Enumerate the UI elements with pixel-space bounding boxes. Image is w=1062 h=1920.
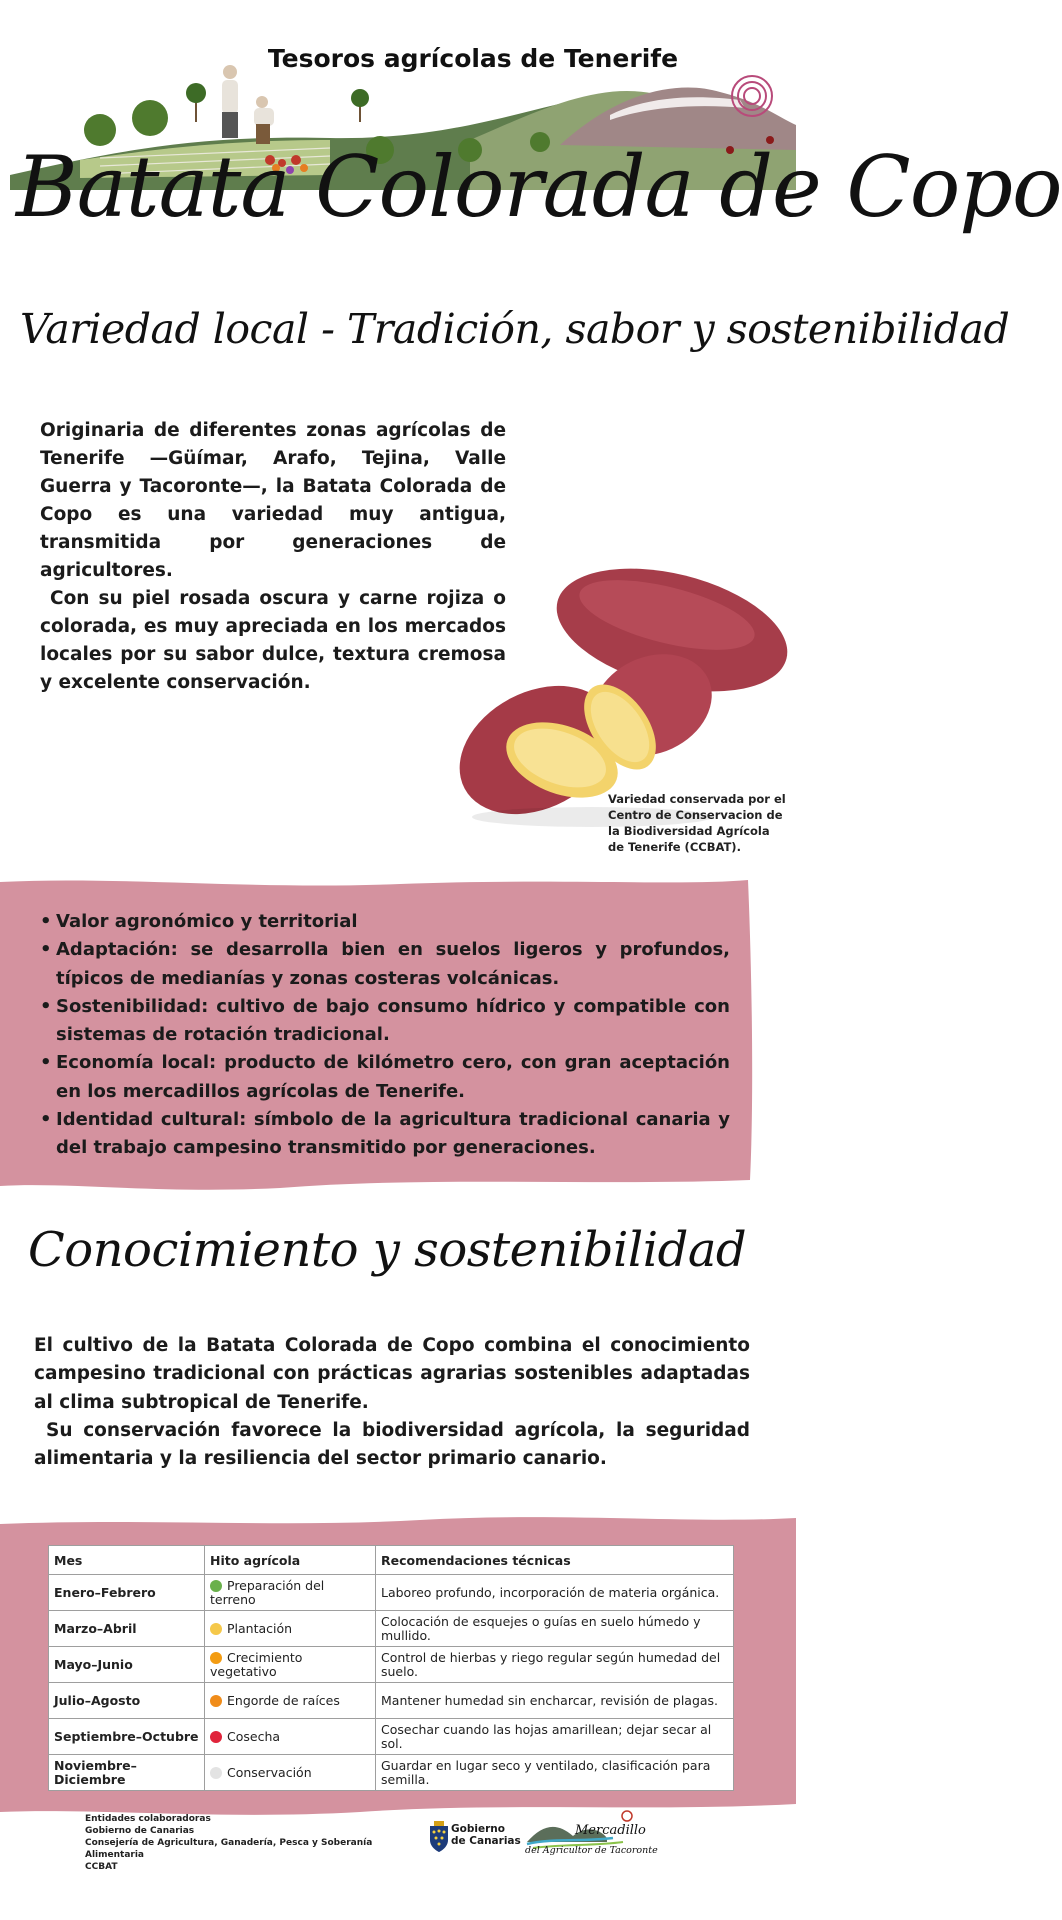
footer-entities bbox=[85, 1813, 405, 1873]
entity-gobierno: Gobierno de Canarias bbox=[85, 1826, 195, 1836]
conocimiento-text bbox=[34, 1332, 750, 1473]
cell-mes: Septiembre–Octubre bbox=[49, 1719, 205, 1755]
table-row bbox=[49, 1575, 734, 1611]
header-recomendaciones: Recomendaciones técnicas bbox=[376, 1546, 734, 1575]
table-row bbox=[49, 1719, 734, 1755]
subtitle: Variedad local - Tradición, sabor y sostenibilidad bbox=[20, 305, 1010, 353]
entity-ccbat: CCBAT bbox=[85, 1862, 118, 1872]
value-item: • Valor agronómico y territorial bbox=[40, 908, 730, 936]
mercadillo-logo-title: Mercadillo bbox=[575, 1823, 646, 1838]
status-dot-icon bbox=[210, 1623, 222, 1635]
cell-hito: Preparación del terreno bbox=[210, 1577, 325, 1607]
table-row bbox=[49, 1755, 734, 1791]
status-dot-icon bbox=[210, 1695, 222, 1707]
entities-title: Entidades colaboradoras bbox=[85, 1814, 211, 1824]
cell-mes: Julio–Agosto bbox=[49, 1683, 205, 1719]
intro-paragraph-1: Originaria de diferentes zonas agrícolas de Tenerife —Güímar, Arafo, Tejina, Valle Guerra y Tacoronte—, la Batata Colorada de Copo es una variedad muy antigua, transmitida por generaciones de agricultores. bbox=[40, 420, 506, 581]
conocimiento-paragraph-2: Su conservación favorece la biodiversidad agrícola, la seguridad alimentaria y la resiliencia del sector primario canario. bbox=[34, 1419, 750, 1470]
table-row bbox=[49, 1647, 734, 1683]
cell-mes: Enero–Febrero bbox=[49, 1575, 205, 1611]
values-list bbox=[40, 908, 730, 1163]
schedule-table bbox=[48, 1545, 734, 1791]
value-item: • Economía local: producto de kilómetro cero, con gran aceptación en los mercadillos agrícolas de Tenerife. bbox=[40, 1049, 730, 1106]
cell-mes: Mayo–Junio bbox=[49, 1647, 205, 1683]
main-title: Batata Colorada de Copo bbox=[16, 138, 1062, 236]
entity-consejeria: Consejería de Agricultura, Ganadería, Pesca y Soberanía Alimentaria bbox=[85, 1838, 373, 1860]
cell-hito: Cosecha bbox=[227, 1728, 281, 1744]
value-item: • Sostenibilidad: cultivo de bajo consumo hídrico y compatible con sistemas de rotación tradicional. bbox=[40, 993, 730, 1050]
top-title: Tesoros agrícolas de Tenerife bbox=[267, 44, 679, 73]
header-hito: Hito agrícola bbox=[205, 1546, 376, 1575]
cell-mes: Marzo–Abril bbox=[49, 1611, 205, 1647]
cell-hito: Plantación bbox=[227, 1620, 293, 1636]
value-item: • Adaptación: se desarrolla bien en suelos ligeros y profundos, típicos de medianías y zonas costeras volcánicas. bbox=[40, 936, 730, 993]
status-dot-icon bbox=[210, 1767, 222, 1779]
cell-recomendacion: Control de hierbas y riego regular según humedad del suelo. bbox=[376, 1647, 734, 1683]
status-dot-icon bbox=[210, 1652, 222, 1664]
table-row bbox=[49, 1611, 734, 1647]
cell-recomendacion: Cosechar cuando las hojas amarillean; dejar secar al sol. bbox=[376, 1719, 734, 1755]
cell-recomendacion: Guardar en lugar seco y ventilado, clasificación para semilla. bbox=[376, 1755, 734, 1791]
cell-hito: Crecimiento vegetativo bbox=[210, 1649, 303, 1679]
gobierno-logo-text: Gobierno de Canarias bbox=[451, 1823, 521, 1847]
status-dot-icon bbox=[210, 1580, 222, 1592]
header-mes: Mes bbox=[49, 1546, 205, 1575]
intro-paragraph-2: Con su piel rosada oscura y carne rojiza o colorada, es muy apreciada en los mercados locales por su sabor dulce, textura cremosa y excelente conservación. bbox=[40, 588, 506, 693]
cell-mes: Noviembre–Diciembre bbox=[49, 1755, 205, 1791]
cell-hito: Engorde de raíces bbox=[227, 1692, 340, 1708]
cell-recomendacion: Colocación de esquejes o guías en suelo húmedo y mullido. bbox=[376, 1611, 734, 1647]
status-dot-icon bbox=[210, 1731, 222, 1743]
value-item: • Identidad cultural: símbolo de la agricultura tradicional canaria y del trabajo campesino transmitido por generaciones. bbox=[40, 1106, 730, 1163]
cell-hito: Conservación bbox=[227, 1764, 312, 1780]
cell-recomendacion: Laboreo profundo, incorporación de materia orgánica. bbox=[376, 1575, 734, 1611]
mercadillo-logo-subtitle: del Agricultor de Tacoronte bbox=[525, 1845, 658, 1856]
conocimiento-paragraph-1: El cultivo de la Batata Colorada de Copo combina el conocimiento campesino tradicional con prácticas agrarias sostenibles adaptadas al clima subtropical de Tenerife. bbox=[34, 1335, 750, 1413]
section-title-conocimiento: Conocimiento y sostenibilidad bbox=[28, 1222, 747, 1278]
table-row bbox=[49, 1683, 734, 1719]
cell-recomendacion: Mantener humedad sin encharcar, revisión de plagas. bbox=[376, 1683, 734, 1719]
table-header-row bbox=[49, 1546, 734, 1575]
image-caption: Variedad conservada por el Centro de Conservacion de la Biodiversidad Agrícola de Tenerife (CCBAT). bbox=[608, 792, 786, 854]
